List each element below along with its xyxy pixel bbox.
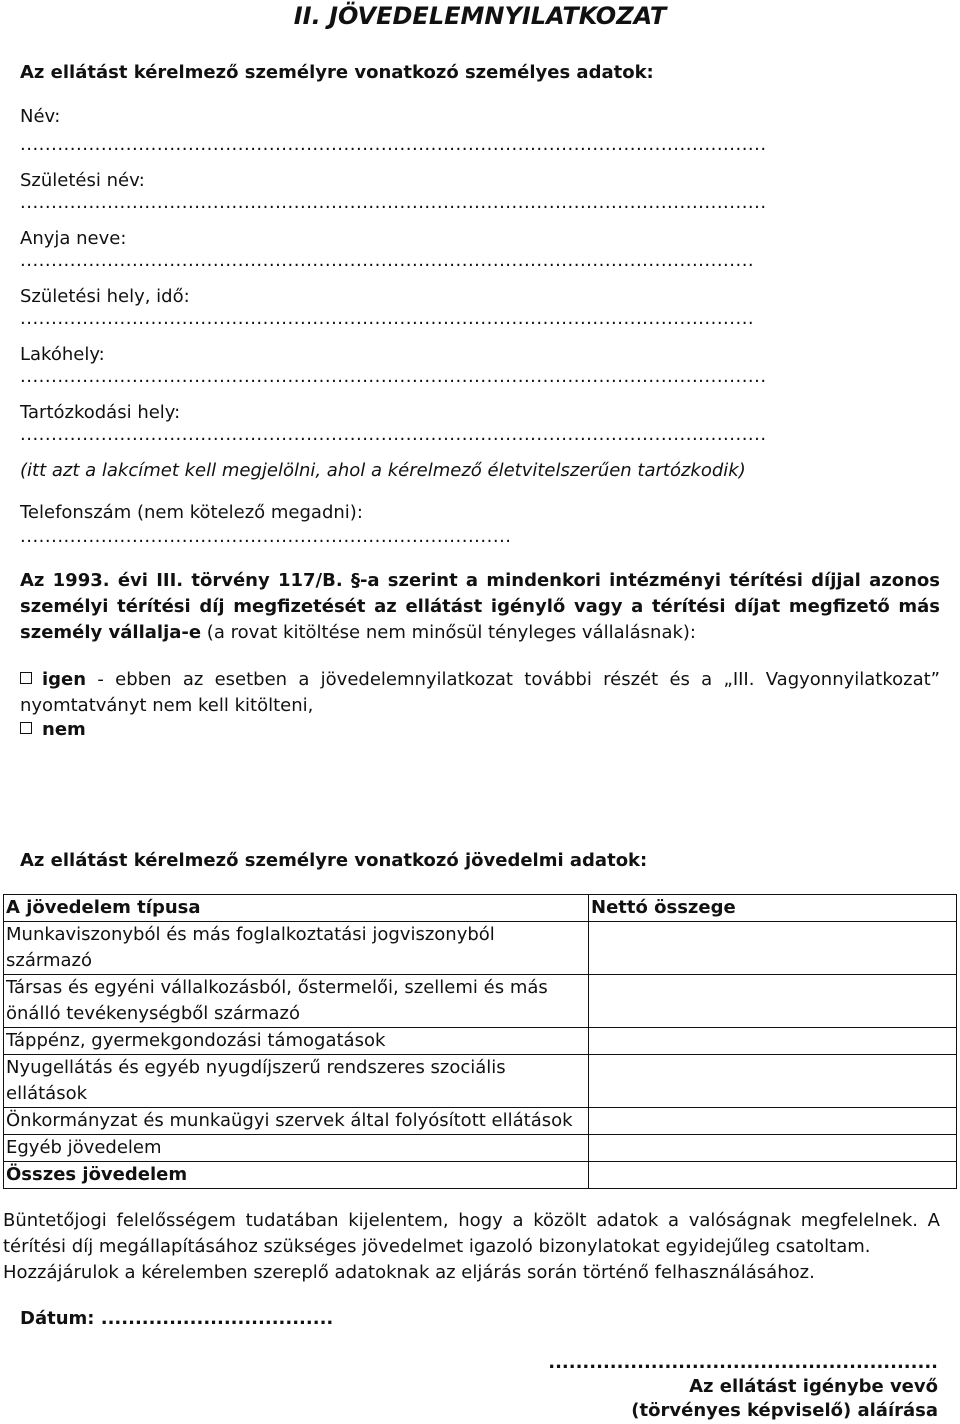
address-note: (itt azt a lakcímet kell megjelölni, ahol a kérelmező életvitelszerűen tartózkodik) xyxy=(20,460,746,481)
yes-label: igen xyxy=(42,669,87,690)
signature-line[interactable]: ......................................................... xyxy=(548,1352,938,1373)
birth-place-date-field[interactable]: ...................................................................................................................... xyxy=(20,308,755,329)
total-amount-cell[interactable] xyxy=(589,1162,957,1189)
amount-cell[interactable] xyxy=(589,1028,957,1055)
residence-label: Lakóhely: xyxy=(20,344,105,365)
income-type-cell: Önkormányzat és munkaügyi szervek által folyósított ellátások xyxy=(4,1108,589,1135)
option-no xyxy=(20,719,86,740)
income-heading: Az ellátást kérelmező személyre vonatkozó jövedelmi adatok: xyxy=(20,850,648,871)
personal-data-heading: Az ellátást kérelmező személyre vonatkozó személyes adatok: xyxy=(20,62,654,83)
amount-cell[interactable] xyxy=(589,975,957,1028)
table-row xyxy=(4,1108,957,1135)
date-field[interactable]: .................................. xyxy=(100,1308,334,1329)
income-type-cell: Egyéb jövedelem xyxy=(4,1135,589,1162)
table-header-row xyxy=(4,895,957,922)
page-title: II. JÖVEDELEMNYILATKOZAT xyxy=(293,2,667,30)
income-type-cell: Táppénz, gyermekgondozási támogatások xyxy=(4,1028,589,1055)
phone-label: Telefonszám (nem kötelező megadni): xyxy=(20,502,363,523)
residence-field[interactable]: ........................................................................................................................ xyxy=(20,366,767,387)
table-row xyxy=(4,1028,957,1055)
col-amount-header: Nettó összege xyxy=(589,895,957,922)
income-type-cell: Munkaviszonyból és más foglalkoztatási jogviszonyból származó xyxy=(4,922,589,975)
table-row xyxy=(4,922,957,975)
phone-field[interactable]: ............................................................................... xyxy=(20,526,512,547)
stay-place-field[interactable]: ........................................................................................................................ xyxy=(20,424,767,445)
option-yes xyxy=(20,667,940,719)
amount-cell[interactable] xyxy=(589,1055,957,1108)
total-income-cell: Összes jövedelem xyxy=(4,1162,589,1189)
name-label: Név: xyxy=(20,106,61,127)
declaration-text-2: Hozzájárulok a kérelemben szereplő adatoknak az eljárás során történő felhasználásához. xyxy=(3,1262,815,1283)
name-field[interactable]: ........................................................................................................................ xyxy=(20,134,767,155)
date-label: Dátum: xyxy=(20,1308,95,1329)
table-total-row xyxy=(4,1162,957,1189)
income-table xyxy=(3,894,957,1189)
no-checkbox[interactable] xyxy=(20,722,32,734)
law-question xyxy=(20,568,940,646)
table-row xyxy=(4,1135,957,1162)
no-label: nem xyxy=(42,719,86,740)
yes-checkbox[interactable] xyxy=(20,672,32,684)
birth-place-date-label: Születési hely, idő: xyxy=(20,286,190,307)
signature-caption-2: (törvényes képviselő) aláírása xyxy=(631,1400,938,1421)
table-row xyxy=(4,1055,957,1108)
col-type-header: A jövedelem típusa xyxy=(4,895,589,922)
date-line xyxy=(20,1308,333,1329)
birth-name-label: Születési név: xyxy=(20,170,145,191)
declaration-text-1: Büntetőjogi felelősségem tudatában kijelentem, hogy a közölt adatok a valóságnak megfelelnek. A térítési díj megállapításához szükséges jövedelmet igazoló bizonylatokat egyidejűleg csatoltam. xyxy=(3,1210,940,1257)
signature-caption-1: Az ellátást igénybe vevő xyxy=(689,1376,938,1397)
amount-cell[interactable] xyxy=(589,1108,957,1135)
amount-cell[interactable] xyxy=(589,922,957,975)
declaration xyxy=(3,1208,940,1286)
mother-name-label: Anyja neve: xyxy=(20,228,127,249)
income-type-cell: Nyugellátás és egyéb nyugdíjszerű rendszeres szociális ellátások xyxy=(4,1055,589,1108)
mother-name-field[interactable]: ...................................................................................................................... xyxy=(20,250,755,271)
table-row xyxy=(4,975,957,1028)
amount-cell[interactable] xyxy=(589,1135,957,1162)
law-question-bold: Az 1993. évi III. törvény 117/B. §-a szerint a mindenkori intézményi térítési díjjal azonos személyi térítési díj megfizetését az ellátást igénylő vagy a térítési díjat megfizető más személy vállalja-e xyxy=(20,570,940,643)
birth-name-field[interactable]: ........................................................................................................................ xyxy=(20,192,767,213)
income-type-cell: Társas és egyéni vállalkozásból, őstermelői, szellemi és más önálló tevékenységből származó xyxy=(4,975,589,1028)
law-question-note: (a rovat kitöltése nem minősül tényleges vállalásnak): xyxy=(201,622,696,643)
stay-place-label: Tartózkodási hely: xyxy=(20,402,181,423)
yes-text: - ebben az esetben a jövedelemnyilatkozat további részét és a „III. Vagyonnyilatkozat” nyomtatványt nem kell kitölteni, xyxy=(20,669,940,716)
